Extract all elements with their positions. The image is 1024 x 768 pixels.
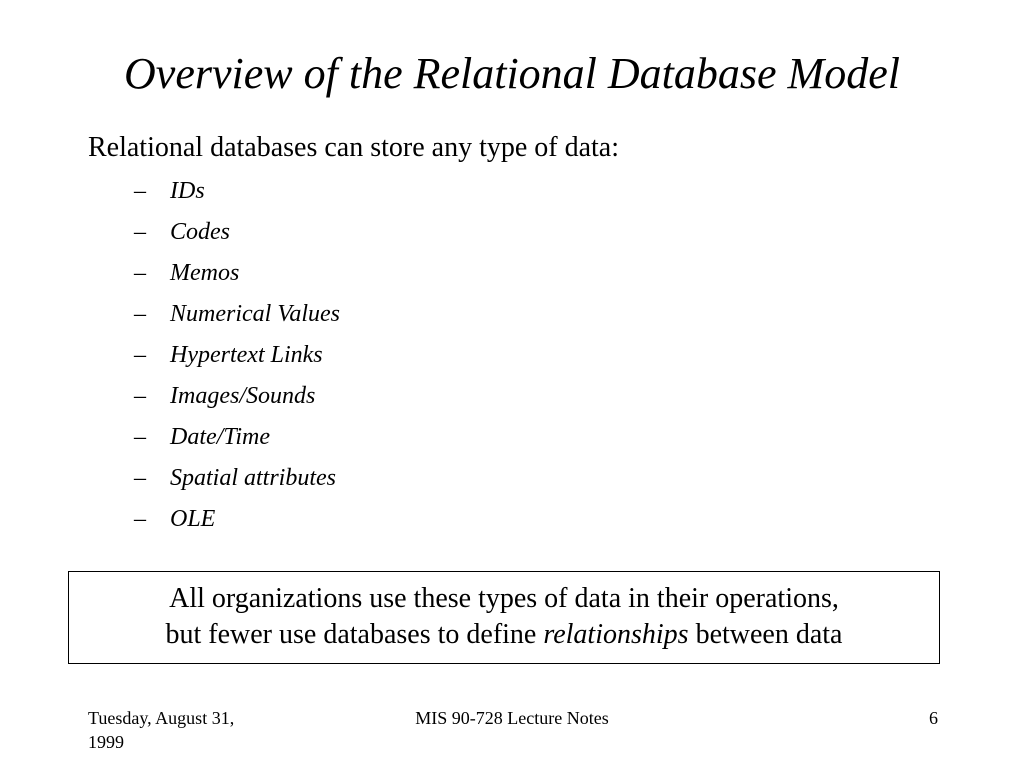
callout-line-2-end: between data [688,619,843,650]
dash-bullet: – [134,424,146,450]
dash-bullet: – [134,342,146,368]
dash-bullet: – [134,506,146,532]
dash-bullet: – [134,301,146,327]
footer-date-line-1: Tuesday, August 31, [88,708,235,728]
list-item-label: Images/Sounds [170,383,316,409]
list-item-label: Memos [170,260,240,286]
list-item-label: Date/Time [170,424,270,450]
dash-bullet: – [134,219,146,245]
slide-title: Overview of the Relational Database Model [124,49,900,98]
dash-bullet: – [134,178,146,204]
footer-date-line-2: 1999 [88,732,124,752]
callout-box [68,571,940,664]
callout-line-2 [69,617,939,653]
footer-course-title: MIS 90-728 Lecture Notes [415,708,609,728]
list-item-label: Spatial attributes [170,465,337,491]
callout-emphasis: relationships [543,619,689,650]
dash-bullet: – [134,383,146,409]
page-number: 6 [929,708,938,728]
list-item-label: Codes [170,219,230,245]
list-item-label: OLE [170,506,216,532]
list-item-label: Hypertext Links [170,342,323,368]
list-item-label: IDs [170,178,205,204]
callout-line-1: All organizations use these types of data in their operations, [169,583,839,614]
callout-line-2-start: but fewer use databases to define [165,619,544,650]
intro-text: Relational databases can store any type of data: [88,132,620,163]
list-item-label: Numerical Values [170,301,340,327]
dash-bullet: – [134,465,146,491]
dash-bullet: – [134,260,146,286]
